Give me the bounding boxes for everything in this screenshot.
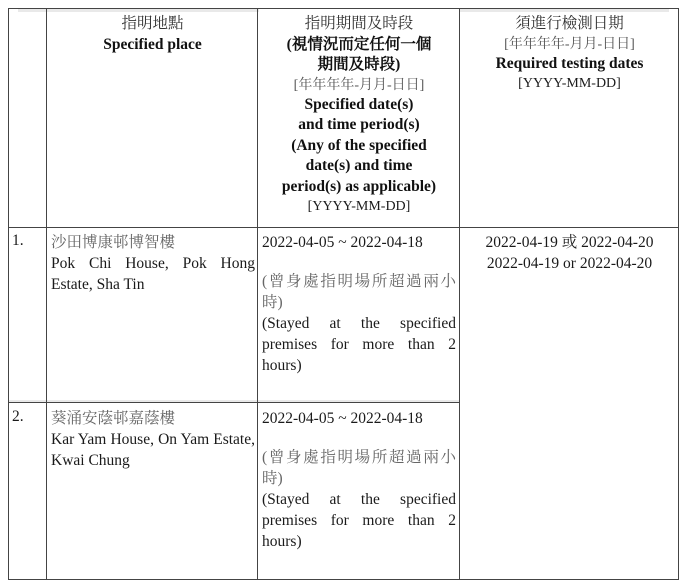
table-border-left	[8, 8, 9, 580]
testing-dates-zh: 2022-04-19 或 2022-04-20	[485, 234, 654, 251]
row1-bottom-border	[8, 402, 460, 403]
header-period-en-5: period(s) as applicable)	[281, 177, 437, 195]
row-2-period-dates: 2022-04-05 ~ 2022-04-18	[262, 410, 423, 427]
table-border-top	[8, 8, 679, 9]
header-period-format-zh: [年年年年-月月-日日]	[293, 77, 425, 93]
header-period-en-4: date(s) and time	[305, 157, 413, 174]
header-period-zh-3: 期間及時段)	[317, 56, 401, 73]
header-shade-left	[18, 9, 259, 12]
row-2-place-en: Kar Yam House, On Yam Estate, Kwai Chung	[51, 431, 255, 469]
row-1-place-zh: 沙田博康邨博智樓	[51, 234, 176, 251]
header-period-zh-1: 指明期間及時段	[304, 15, 414, 32]
header-place-zh: 指明地點	[121, 15, 184, 32]
testing-dates-en: 2022-04-19 or 2022-04-20	[486, 255, 653, 272]
testing-dates	[461, 232, 678, 274]
header-testing-format-en: [YYYY-MM-DD]	[518, 76, 621, 91]
header-testing-en: Required testing dates	[495, 54, 644, 72]
header-period-en-1: Specified date(s)	[304, 95, 414, 113]
header-testing-format-zh: [年年年年-月月-日日]	[504, 36, 635, 52]
row-1-place	[51, 232, 255, 295]
row-2-note-en: (Stayed at the specified premises for more than 2 hours)	[262, 491, 456, 550]
header-period-en-3: (Any of the specified	[291, 136, 427, 154]
row-2-period	[262, 408, 456, 552]
header-bottom-border	[8, 227, 679, 228]
header-period-en-2: and time period(s)	[298, 116, 420, 133]
header-testing-zh: 須進行檢測日期	[515, 15, 624, 32]
row-2-note-zh: (曾身處指明場所超過兩小時)	[262, 449, 456, 487]
col-divider-2	[257, 8, 258, 580]
table-border-right	[678, 8, 679, 580]
header-place	[48, 14, 257, 55]
row-1-period	[262, 232, 456, 376]
col-divider-1	[46, 8, 47, 580]
table-border-bottom	[8, 579, 679, 580]
header-period-format-en: [YYYY-MM-DD]	[307, 199, 411, 214]
row-2-number: 2.	[12, 408, 24, 425]
row-2-place-zh: 葵涌安蔭邨嘉蔭樓	[51, 410, 176, 427]
header-testing	[461, 14, 678, 93]
header-shade-right	[459, 9, 669, 12]
header-place-en: Specified place	[103, 35, 202, 53]
row-2-place	[51, 408, 255, 471]
row-1-place-en: Pok Chi House, Pok Hong Estate, Sha Tin	[51, 255, 255, 293]
row-1-note-zh: (曾身處指明場所超過兩小時)	[262, 273, 456, 311]
row-1-note-en: (Stayed at the specified premises for more than 2 hours)	[262, 315, 456, 374]
header-period	[259, 14, 459, 216]
row-1-number: 1.	[12, 232, 24, 249]
header-period-zh-2: (視情況而定任何一個	[286, 35, 432, 53]
row-1-period-dates: 2022-04-05 ~ 2022-04-18	[262, 234, 423, 251]
col-divider-3	[459, 8, 460, 580]
